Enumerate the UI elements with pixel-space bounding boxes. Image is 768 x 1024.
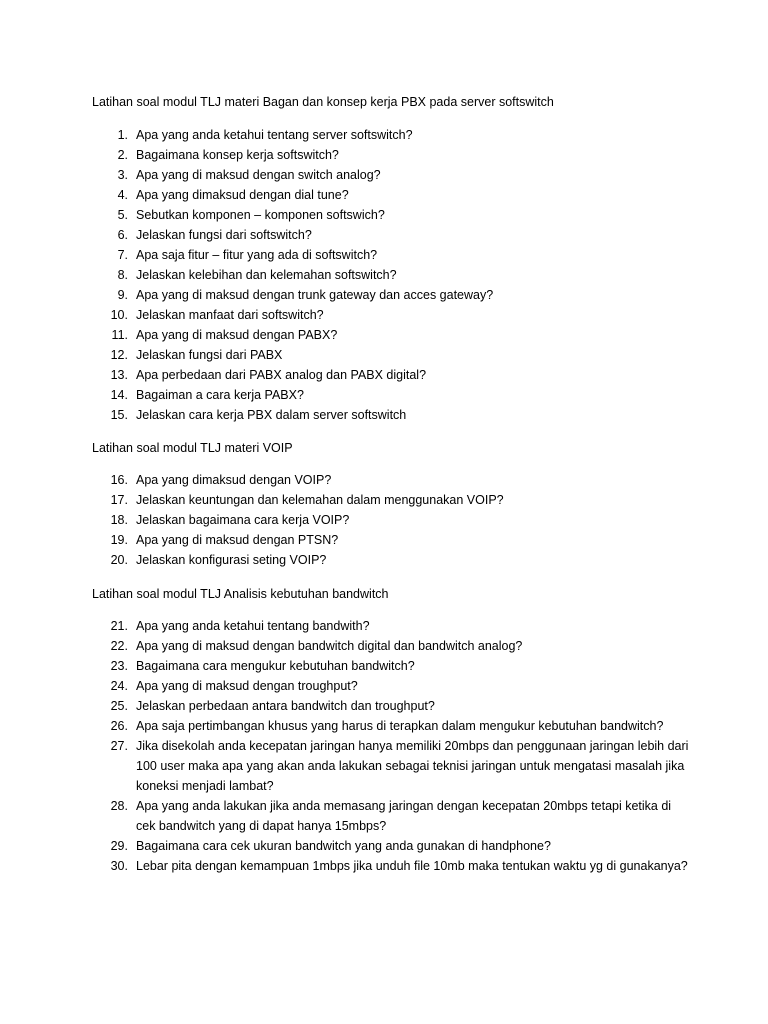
question-text: Jelaskan fungsi dari PABX (136, 348, 283, 362)
question-list-pbx (92, 125, 692, 425)
question-number: 27. (110, 739, 128, 753)
question-number: 29. (110, 839, 128, 853)
question-text: Apa yang dimaksud dengan VOIP? (136, 473, 332, 487)
list-item (92, 856, 692, 876)
question-text: Bagaiman a cara kerja PABX? (136, 388, 304, 402)
question-text: Apa yang di maksud dengan PTSN? (136, 533, 339, 547)
question-number: 25. (110, 699, 128, 713)
list-item (92, 145, 692, 165)
question-number: 6. (117, 228, 128, 242)
section-title-bandwitch: Latihan soal modul TLJ Analisis kebutuhan bandwitch (92, 587, 389, 601)
question-number: 11. (111, 328, 128, 342)
question-text: Bagaimana konsep kerja softswitch? (136, 148, 339, 162)
list-item (92, 510, 692, 530)
list-item (92, 490, 692, 510)
question-text: Jelaskan manfaat dari softswitch? (136, 308, 324, 322)
list-item (92, 405, 692, 425)
question-text: Jelaskan konfigurasi seting VOIP? (136, 553, 327, 567)
list-item (92, 470, 692, 490)
question-number: 20. (110, 553, 128, 567)
question-number: 10. (110, 308, 128, 322)
question-number: 22. (110, 639, 128, 653)
section-title-pbx: Latihan soal modul TLJ materi Bagan dan konsep kerja PBX pada server softswitch (92, 95, 554, 109)
question-number: 5. (117, 208, 128, 222)
question-text: Bagaimana cara mengukur kebutuhan bandwitch? (136, 659, 415, 673)
question-text: Jelaskan bagaimana cara kerja VOIP? (136, 513, 350, 527)
question-text: Apa yang di maksud dengan troughput? (136, 679, 358, 693)
list-item (92, 736, 692, 796)
list-item (92, 185, 692, 205)
list-item (92, 796, 692, 836)
question-text: Jelaskan kelebihan dan kelemahan softswitch? (136, 268, 397, 282)
section-title-voip: Latihan soal modul TLJ materi VOIP (92, 441, 293, 455)
list-item (92, 716, 692, 736)
list-item (92, 265, 692, 285)
list-item (92, 345, 692, 365)
question-number: 21. (110, 619, 128, 633)
list-item (92, 325, 692, 345)
question-number: 28. (110, 799, 128, 813)
list-item (92, 365, 692, 385)
list-item (92, 225, 692, 245)
list-item (92, 836, 692, 856)
list-item (92, 656, 692, 676)
question-number: 7. (117, 248, 128, 262)
question-number: 9. (117, 288, 128, 302)
question-text: Apa yang anda ketahui tentang server softswitch? (136, 128, 413, 142)
list-item (92, 285, 692, 305)
question-number: 8. (117, 268, 128, 282)
question-number: 2. (117, 148, 128, 162)
question-number: 18. (110, 513, 128, 527)
question-text: Jelaskan cara kerja PBX dalam server softswitch (136, 408, 407, 422)
list-item (92, 616, 692, 636)
question-text: Bagaimana cara cek ukuran bandwitch yang anda gunakan di handphone? (136, 839, 551, 853)
list-item (92, 205, 692, 225)
question-text: Apa yang anda ketahui tentang bandwith? (136, 619, 370, 633)
question-text: Apa perbedaan dari PABX analog dan PABX digital? (136, 368, 427, 382)
list-item (92, 696, 692, 716)
question-text: Apa yang di maksud dengan bandwitch digital dan bandwitch analog? (136, 639, 523, 653)
list-item (92, 245, 692, 265)
question-text: Jelaskan keuntungan dan kelemahan dalam menggunakan VOIP? (136, 493, 504, 507)
list-item (92, 530, 692, 550)
question-text: Apa yang di maksud dengan PABX? (136, 328, 338, 342)
question-number: 23. (110, 659, 128, 673)
question-text: Jika disekolah anda kecepatan jaringan hanya memiliki 20mbps dan penggunaan jaringan lebih dari 100 user maka apa yang akan anda lakukan sebagai teknisi jaringan untuk mengatasi masalah jika koneksi menjadi lambat? (136, 739, 689, 793)
list-item (92, 165, 692, 185)
question-text: Jelaskan fungsi dari softswitch? (136, 228, 312, 242)
question-number: 16. (110, 473, 128, 487)
question-number: 15. (110, 408, 128, 422)
question-text: Apa yang di maksud dengan switch analog? (136, 168, 381, 182)
list-item (92, 125, 692, 145)
question-text: Apa yang dimaksud dengan dial tune? (136, 188, 349, 202)
question-number: 19. (110, 533, 128, 547)
question-number: 30. (110, 859, 128, 873)
list-item (92, 305, 692, 325)
question-text: Apa saja fitur – fitur yang ada di softswitch? (136, 248, 378, 262)
question-list-voip (92, 470, 692, 570)
question-text: Jelaskan perbedaan antara bandwitch dan troughput? (136, 699, 435, 713)
question-number: 3. (117, 168, 128, 182)
question-text: Apa yang anda lakukan jika anda memasang jaringan dengan kecepatan 20mbps tetapi ketika di cek bandwitch yang di dapat hanya 15mbps? (136, 799, 672, 833)
list-item (92, 636, 692, 656)
question-number: 17. (110, 493, 128, 507)
list-item (92, 676, 692, 696)
question-number: 13. (110, 368, 128, 382)
question-number: 4. (117, 188, 128, 202)
question-list-bandwitch (92, 616, 692, 876)
question-number: 12. (110, 348, 128, 362)
list-item (92, 550, 692, 570)
question-number: 24. (110, 679, 128, 693)
question-number: 14. (110, 388, 128, 402)
question-number: 1. (117, 128, 128, 142)
question-text: Apa yang di maksud dengan trunk gateway dan acces gateway? (136, 288, 494, 302)
question-number: 26. (110, 719, 128, 733)
question-text: Lebar pita dengan kemampuan 1mbps jika unduh file 10mb maka tentukan waktu yg di gunakanya? (136, 859, 688, 873)
question-text: Apa saja pertimbangan khusus yang harus di terapkan dalam mengukur kebutuhan bandwitch? (136, 719, 664, 733)
question-text: Sebutkan komponen – komponen softswich? (136, 208, 385, 222)
list-item (92, 385, 692, 405)
